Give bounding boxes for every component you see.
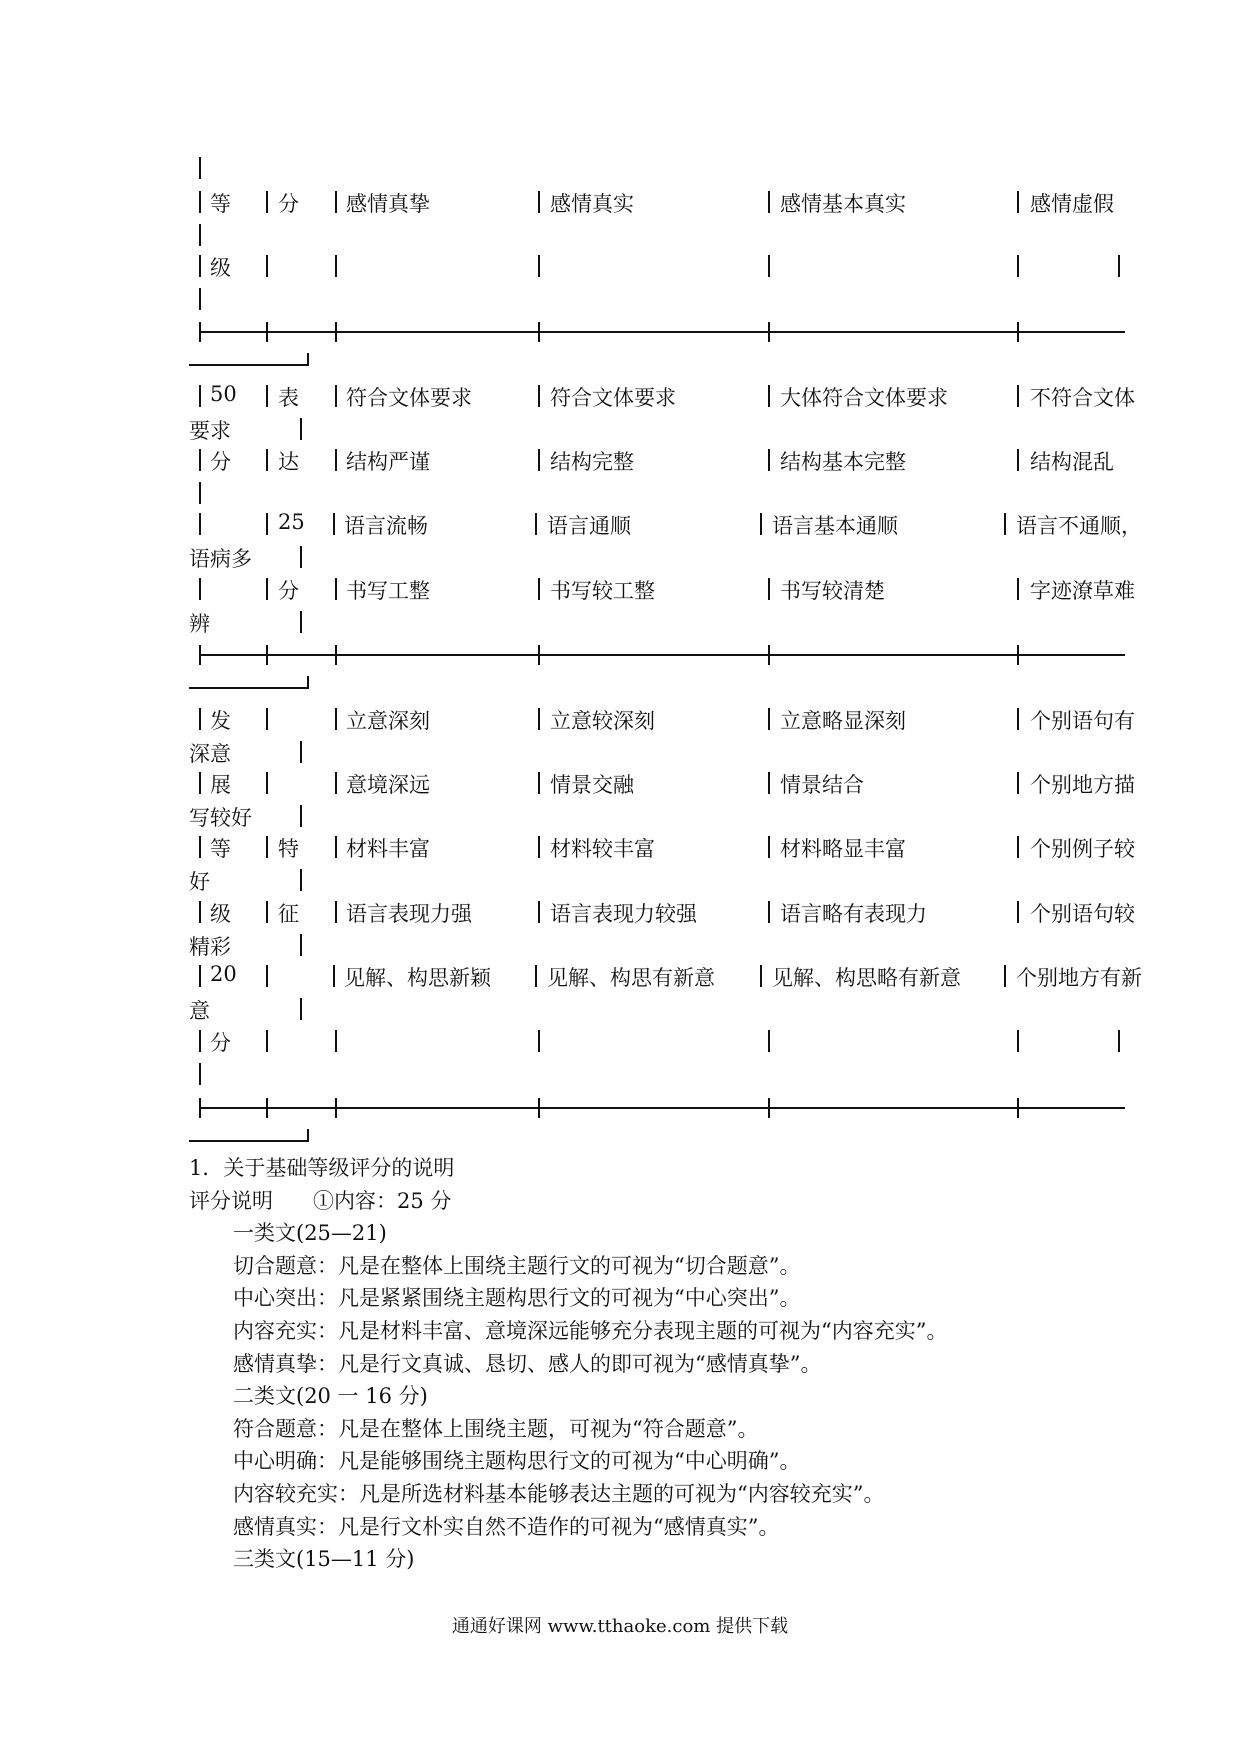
table-junction <box>266 645 268 665</box>
class2-criterion: 感情真实：凡是行文朴实自然不造作的可视为“感情真实”。 <box>233 1514 780 1539</box>
class3-title: 三类文(15—11 分) <box>233 1547 415 1572</box>
table-cell-c4: 结构完整 <box>550 450 634 474</box>
table-border-bar <box>199 157 201 179</box>
table-border-bar <box>1017 708 1019 730</box>
table-cell-wrap: 精彩 <box>189 935 231 959</box>
class2-title: 二类文(20 一 16 分) <box>233 1384 428 1409</box>
table-cell-c3: 符合文体要求 <box>346 386 472 410</box>
table-border-bar <box>199 191 201 213</box>
table-border-bar <box>266 772 268 794</box>
table-separator-tail <box>189 364 309 366</box>
table-cell-c5: 语言基本通顺 <box>772 514 898 538</box>
table-cell-c3: 结构严谨 <box>346 450 430 474</box>
table-cell-c6: 个别语句较 <box>1030 902 1135 926</box>
table-border-bar <box>266 901 268 923</box>
table-cell-c6: 语言不通顺， <box>1016 514 1142 538</box>
table-border-bar <box>266 708 268 730</box>
table-cell-c5: 立意略显深刻 <box>780 709 906 733</box>
table-junction <box>1017 645 1019 665</box>
table-cell-c4: 情景交融 <box>550 773 634 797</box>
table-border-bar <box>538 772 540 794</box>
table-border-bar <box>1017 772 1019 794</box>
table-junction <box>538 1098 540 1118</box>
table-junction <box>538 322 540 342</box>
table-border-bar <box>266 385 268 407</box>
class2-criterion: 符合题意：凡是在整体上围绕主题，可视为“符合题意”。 <box>233 1416 759 1441</box>
table-border-bar <box>760 513 762 535</box>
table-border-bar <box>199 708 201 730</box>
table-border-bar <box>538 191 540 213</box>
table-junction <box>266 1098 268 1118</box>
table-cell-c6: 个别地方描 <box>1030 773 1135 797</box>
table-border-bar <box>538 901 540 923</box>
table-separator-2 <box>199 654 1125 656</box>
table-border-bar <box>335 385 337 407</box>
table-cell-c3: 语言流畅 <box>344 514 428 538</box>
table-cell-c2: 征 <box>278 902 299 926</box>
table-cell-wrap: 写较好 <box>189 806 252 830</box>
table-cell-c2: 分 <box>278 192 299 216</box>
table-cell-c6: 个别例子较 <box>1030 837 1135 861</box>
table-cell-c1: 发 <box>210 709 231 733</box>
table-separator-tick <box>307 1129 309 1141</box>
table-border-bar <box>1017 385 1019 407</box>
table-border-bar <box>768 385 770 407</box>
section-heading: 1．关于基础等级评分的说明 <box>189 1156 455 1180</box>
table-cell-c2: 达 <box>278 450 299 474</box>
table-cell-c3: 立意深刻 <box>346 709 430 733</box>
table-border-bar <box>768 836 770 858</box>
table-junction <box>199 645 201 665</box>
table-border-bar <box>335 708 337 730</box>
table-cell-c1: 20 <box>210 962 237 986</box>
table-border-bar <box>768 578 770 600</box>
table-cell-c5: 大体符合文体要求 <box>780 386 948 410</box>
table-border-bar <box>1004 965 1006 987</box>
class2-criterion: 内容较充实：凡是所选材料基本能够表达主题的可视为“内容较充实”。 <box>233 1481 885 1506</box>
table-border-bar <box>1017 255 1019 277</box>
class1-title: 一类文(25—21) <box>233 1221 387 1246</box>
table-border-bar <box>199 449 201 471</box>
table-junction <box>1017 1098 1019 1118</box>
table-junction <box>199 1098 201 1118</box>
table-border-bar <box>1017 449 1019 471</box>
table-cell-c5: 感情基本真实 <box>780 192 906 216</box>
table-border-bar <box>335 772 337 794</box>
table-border-bar <box>266 191 268 213</box>
table-cell-c1: 等 <box>210 192 231 216</box>
table-cell-c2: 25 <box>278 510 305 534</box>
table-junction <box>768 322 770 342</box>
table-cell-c1: 分 <box>210 450 231 474</box>
table-cell-c2: 分 <box>278 579 299 603</box>
table-bottom-border <box>199 1107 1125 1109</box>
table-border-bar <box>266 449 268 471</box>
table-cell-c3: 语言表现力强 <box>346 902 472 926</box>
table-border-bar <box>333 965 335 987</box>
table-border-bar <box>333 513 335 535</box>
table-cell-c4: 语言表现力较强 <box>550 902 697 926</box>
table-border-bar <box>199 513 201 535</box>
class1-criterion: 内容充实：凡是材料丰富、意境深远能够充分表现主题的可视为“内容充实”。 <box>233 1318 948 1343</box>
table-cell-c3: 见解、构思新颖 <box>344 966 491 990</box>
table-border-bar <box>335 449 337 471</box>
table-border-bar <box>335 578 337 600</box>
table-border-bar <box>335 836 337 858</box>
table-border-bar <box>266 965 268 987</box>
table-border-bar <box>538 449 540 471</box>
table-border-bar <box>199 255 201 277</box>
table-cell-c6: 感情虚假 <box>1030 192 1114 216</box>
table-cell-c6: 字迹潦草难 <box>1030 579 1135 603</box>
scoring-line: 评分说明 ①内容：25 分 <box>189 1188 452 1213</box>
table-border-bar <box>300 869 302 891</box>
table-border-bar <box>538 708 540 730</box>
table-cell-c1: 级 <box>210 902 231 926</box>
table-cell-c5: 见解、构思略有新意 <box>772 966 961 990</box>
table-border-bar <box>300 611 302 633</box>
table-junction <box>335 1098 337 1118</box>
table-junction <box>199 322 201 342</box>
table-border-bar <box>538 836 540 858</box>
table-cell-wrap: 好 <box>189 870 210 894</box>
table-border-bar <box>768 255 770 277</box>
table-border-bar <box>1017 836 1019 858</box>
table-cell-c1: 等 <box>210 837 231 861</box>
class1-criterion: 感情真挚：凡是行文真诚、恳切、感人的即可视为“感情真挚”。 <box>233 1351 822 1376</box>
table-cell-c3: 感情真挚 <box>346 192 430 216</box>
table-border-bar <box>199 1063 201 1085</box>
table-cell-c1: 50 <box>210 382 237 406</box>
table-junction <box>768 645 770 665</box>
table-border-bar <box>266 1030 268 1052</box>
table-border-bar <box>300 546 302 568</box>
table-border-bar <box>768 1030 770 1052</box>
table-cell-c5: 结构基本完整 <box>780 450 906 474</box>
class2-criterion: 中心明确：凡是能够围绕主题构思行文的可视为“中心明确”。 <box>233 1449 801 1474</box>
table-separator-tick <box>307 353 309 365</box>
table-border-bar <box>538 578 540 600</box>
table-cell-c5: 书写较清楚 <box>780 579 885 603</box>
table-border-bar <box>199 901 201 923</box>
table-border-bar <box>199 772 201 794</box>
table-border-bar <box>768 901 770 923</box>
table-cell-c1: 展 <box>210 773 231 797</box>
table-junction <box>1017 322 1019 342</box>
table-cell-wrap: 要求 <box>189 419 231 443</box>
table-border-bar <box>768 449 770 471</box>
table-cell-c3: 书写工整 <box>346 579 430 603</box>
table-border-bar <box>199 288 201 310</box>
table-border-bar <box>266 836 268 858</box>
table-cell-c6: 个别地方有新 <box>1016 966 1142 990</box>
table-border-bar <box>335 255 337 277</box>
table-border-bar <box>1017 901 1019 923</box>
table-border-bar <box>199 836 201 858</box>
table-border-bar <box>199 578 201 600</box>
table-junction <box>266 322 268 342</box>
table-border-bar <box>335 901 337 923</box>
table-cell-c4: 材料较丰富 <box>550 837 655 861</box>
table-cell-c4: 书写较工整 <box>550 579 655 603</box>
table-border-bar <box>300 741 302 763</box>
table-border-bar <box>538 1030 540 1052</box>
table-junction <box>768 1098 770 1118</box>
table-cell-c3: 材料丰富 <box>346 837 430 861</box>
table-border-bar <box>768 772 770 794</box>
table-cell-c6: 结构混乱 <box>1030 450 1114 474</box>
page-footer: 通通好课网 www.tthaoke.com 提供下载 <box>451 1616 789 1637</box>
table-border-bar <box>266 578 268 600</box>
table-cell-c1: 级 <box>210 256 231 280</box>
table-separator-1 <box>199 331 1125 333</box>
table-border-bar <box>266 255 268 277</box>
table-cell-c4: 立意较深刻 <box>550 709 655 733</box>
table-border-bar <box>1017 191 1019 213</box>
explanation-section <box>189 1152 947 1576</box>
table-cell-c3: 意境深远 <box>346 773 430 797</box>
table-cell-c5: 材料略显丰富 <box>780 837 906 861</box>
table-border-bar <box>538 255 540 277</box>
table-border-bar <box>300 998 302 1020</box>
table-cell-c5: 情景结合 <box>780 773 864 797</box>
table-border-bar <box>538 385 540 407</box>
table-border-bar <box>199 965 201 987</box>
table-separator-tick <box>307 676 309 688</box>
table-junction <box>538 645 540 665</box>
table-cell-c2: 特 <box>278 837 299 861</box>
table-cell-c4: 见解、构思有新意 <box>547 966 715 990</box>
table-border-bar <box>199 224 201 246</box>
table-border-bar <box>1118 255 1120 277</box>
table-border-bar <box>199 482 201 504</box>
table-cell-c6: 个别语句有 <box>1030 709 1135 733</box>
table-border-bar <box>300 418 302 440</box>
class1-criterion: 中心突出：凡是紧紧围绕主题构思行文的可视为“中心突出”。 <box>233 1286 801 1311</box>
table-border-bar <box>335 191 337 213</box>
table-cell-c2: 表 <box>278 386 299 410</box>
table-cell-c1: 分 <box>210 1031 231 1055</box>
table-border-bar <box>266 513 268 535</box>
table-cell-c6: 不符合文体 <box>1030 386 1135 410</box>
table-border-bar <box>768 191 770 213</box>
table-cell-wrap: 辨 <box>189 612 210 636</box>
table-border-bar <box>535 965 537 987</box>
table-junction <box>335 322 337 342</box>
class1-criterion: 切合题意：凡是在整体上围绕主题行文的可视为“切合题意”。 <box>233 1253 801 1278</box>
table-separator-tail <box>189 1140 309 1142</box>
table-border-bar <box>199 1030 201 1052</box>
table-cell-c5: 语言略有表现力 <box>780 902 927 926</box>
table-cell-c4: 符合文体要求 <box>550 386 676 410</box>
table-border-bar <box>1118 1030 1120 1052</box>
table-border-bar <box>1017 578 1019 600</box>
table-cell-wrap: 语病多 <box>189 547 252 571</box>
table-cell-c4: 语言通顺 <box>547 514 631 538</box>
table-border-bar <box>300 805 302 827</box>
table-border-bar <box>760 965 762 987</box>
table-cell-c4: 感情真实 <box>550 192 634 216</box>
table-cell-wrap: 意 <box>189 999 210 1023</box>
table-cell-wrap: 深意 <box>189 742 231 766</box>
table-border-bar <box>335 1030 337 1052</box>
table-border-bar <box>768 708 770 730</box>
table-border-bar <box>535 513 537 535</box>
table-border-bar <box>300 934 302 956</box>
table-separator-tail <box>189 687 309 689</box>
table-junction <box>335 645 337 665</box>
table-border-bar <box>199 385 201 407</box>
table-border-bar <box>1017 1030 1019 1052</box>
table-border-bar <box>1004 513 1006 535</box>
